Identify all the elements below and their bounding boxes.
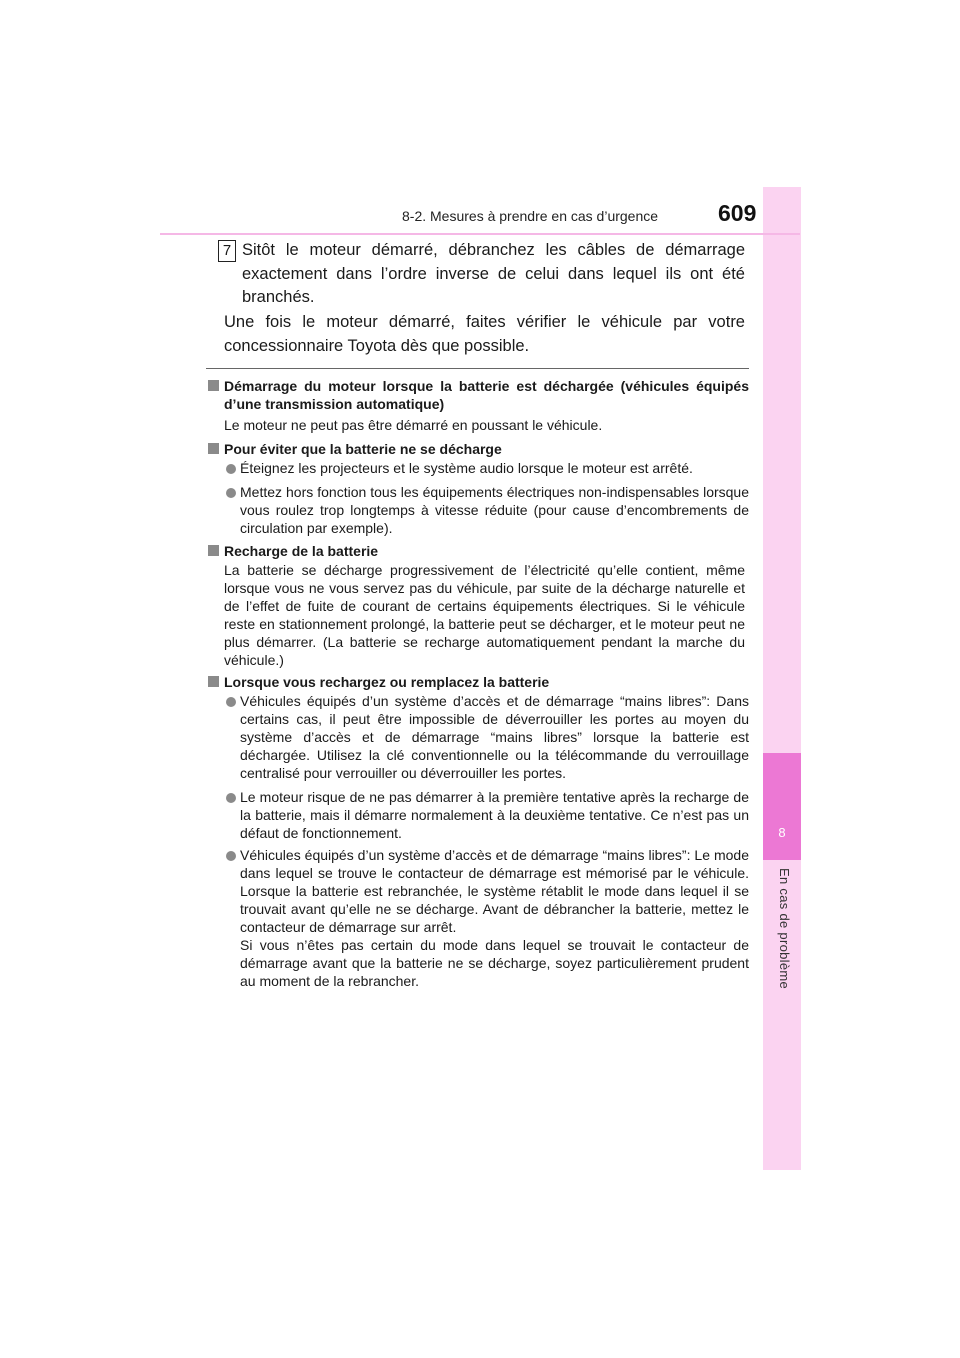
section-heading: Pour éviter que la batterie ne se décharge [224, 441, 502, 457]
bullet-icon [226, 697, 236, 707]
section-heading: Lorsque vous rechargez ou remplacez la batterie [224, 674, 550, 690]
chapter-side-tab [763, 187, 801, 1170]
bullet-text: Éteignez les projecteurs et le système audio lorsque le moteur est arrêté. [240, 460, 693, 476]
step-text: Sitôt le moteur démarré, débranchez les câbles de démarrage exactement dans l’ordre inverse de celui dans lequel ils ont été branchés. [242, 241, 745, 306]
section-marker-icon [208, 380, 219, 391]
step-note: Une fois le moteur démarré, faites vérifier le véhicule par votre concessionnaire Toyota dès que possible. [224, 313, 745, 355]
chapter-label: En cas de problème [777, 868, 792, 990]
bullet-text: Véhicules équipés d’un système d’accès et de démarrage “mains libres”: Dans certains cas, il peut être impossible de déverrouiller les portes au moyen du système d’accès et de démarrage “mains libres” lorsque la batterie est déchargée. Utilisez la clé conventionnelle ou la télécommande du verrouillage centralisé pour verrouiller ou déverrouiller les portes. [240, 693, 749, 781]
step-number-box: 7 [218, 240, 236, 262]
section-body: Le moteur ne peut pas être démarré en poussant le véhicule. [224, 417, 603, 433]
section-marker-icon [208, 443, 219, 454]
section-heading: Recharge de la batterie [224, 543, 379, 559]
bullet-text: Véhicules équipés d’un système d’accès et de démarrage “mains libres”: Le mode dans lequel se trouve le contacteur de démarrage est mémorisé par le véhicule. Lorsque la batterie est rebranchée, le système rétablit le mode dans lequel il se trouvait avant qu’elle ne se décharge. Avant de débrancher la batterie, mettez le contacteur de démarrage sur arrêt. [240, 847, 749, 935]
section-marker-icon [208, 545, 219, 556]
bullet-icon [226, 488, 236, 498]
chapter-number: 8 [778, 825, 786, 840]
bullet-continuation: Si vous n’êtes pas certain du mode dans lequel se trouvait le contacteur de démarrage avant que la batterie ne se décharge, soyez particulièrement prudent au moment de la rebrancher. [240, 937, 749, 989]
section-divider [206, 368, 749, 369]
header-divider [160, 233, 800, 235]
bullet-icon [226, 464, 236, 474]
bullet-text: Mettez hors fonction tous les équipements électriques non-indispensables lorsque vous roulez trop longtemps à vitesse réduite (pour cause d’encombrements de circulation par exemple). [240, 484, 749, 536]
bullet-icon [226, 851, 236, 861]
bullet-text: Le moteur risque de ne pas démarrer à la première tentative après la recharge de la batterie, mais il démarre normalement à la deuxième tentative. Ce n’est pas un défaut de fonctionnement. [240, 789, 749, 841]
page-number: 609 [718, 200, 757, 226]
bullet-icon [226, 793, 236, 803]
header-section-title: 8-2. Mesures à prendre en cas d’urgence [402, 208, 659, 224]
chapter-number-block [763, 753, 801, 860]
section-heading: Démarrage du moteur lorsque la batterie est déchargée (véhicules équipés d’une transmission automatique) [224, 378, 749, 412]
section-marker-icon [208, 676, 219, 687]
section-body: La batterie se décharge progressivement de l’électricité qu’elle contient, même lorsque vous ne vous servez pas du véhicule, par suite de la décharge naturelle et de l’effet de fuite de courant de certains équipements électriques. Si le véhicule reste en stationnement prolongé, la batterie peut se décharger, et le moteur peut ne plus démarrer. (La batterie se recharge automatiquement pendant la marche du véhicule.) [224, 562, 745, 668]
